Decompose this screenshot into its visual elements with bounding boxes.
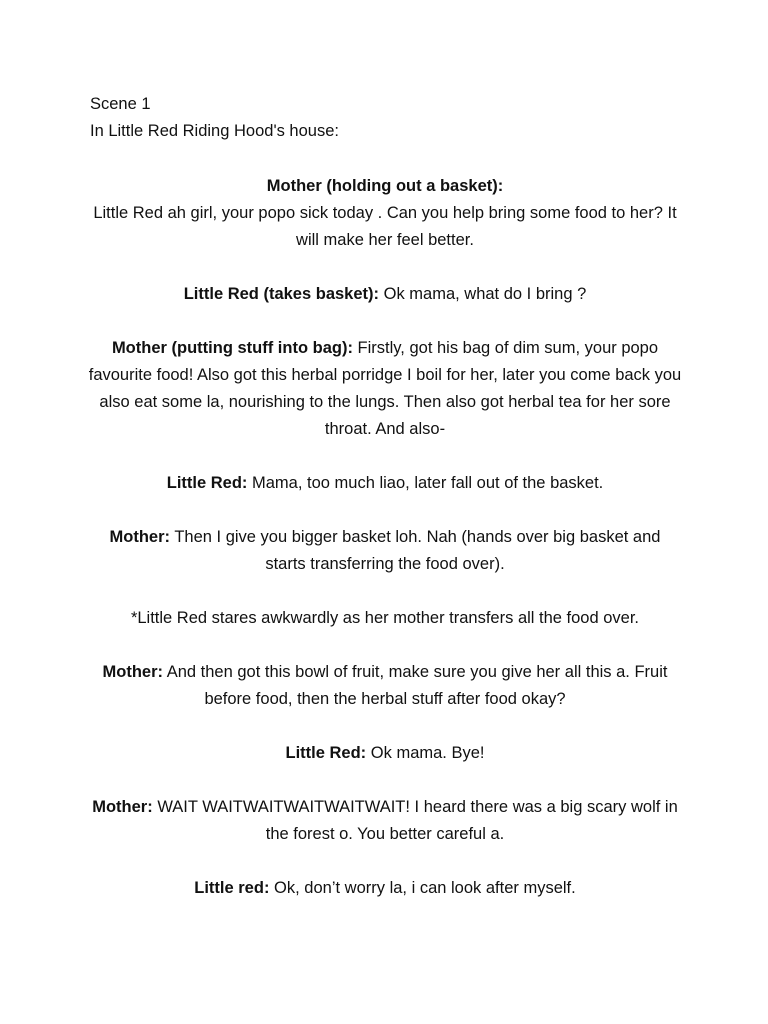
speaker-name: Mother: — [109, 528, 171, 546]
scene-title: Scene 1 — [90, 95, 151, 113]
dialogue-text: Then I give you bigger basket loh. Nah (hands over big basket and starts transferring the food over). — [174, 528, 661, 573]
speaker-name: Mother: — [92, 798, 153, 816]
speaker-name: Mother (putting stuff into bag): — [111, 339, 353, 357]
dialogue-text: Ok mama, what do I bring ? — [383, 285, 587, 303]
dialogue-text: And then got this bowl of fruit, make sure you give her all this a. Fruit before food, then the herbal stuff after food okay? — [166, 663, 668, 708]
speaker-name: Little Red (takes basket): — [183, 285, 380, 303]
dialogue-line — [88, 740, 682, 767]
script-body — [88, 173, 682, 902]
dialogue-line — [88, 173, 682, 254]
dialogue-line — [88, 659, 682, 713]
dialogue-text: Firstly, got his bag of dim sum, your popo favourite food! Also got this herbal porridge I boil for her, later you come back you also eat some la, nourishing to the lungs. Then also got herbal tea for her sore throat. And also- — [88, 339, 682, 438]
dialogue-line — [88, 875, 682, 902]
speaker-name: Mother: — [102, 663, 164, 681]
dialogue-text: WAIT WAITWAITWAITWAITWAIT! I heard there was a big scary wolf in the forest o. You better careful a. — [157, 798, 678, 843]
dialogue-line — [88, 524, 682, 578]
stage-direction-text: *Little Red stares awkwardly as her mother transfers all the food over. — [130, 609, 640, 627]
dialogue-text: Mama, too much liao, later fall out of the basket. — [252, 474, 604, 492]
speaker-name: Little Red: — [285, 744, 367, 762]
dialogue-text: Ok mama. Bye! — [370, 744, 485, 762]
dialogue-line — [88, 794, 682, 848]
speaker-name: Little red: — [194, 879, 270, 897]
speaker-name: Little Red: — [166, 474, 248, 492]
scene-heading — [90, 91, 690, 145]
dialogue-line — [88, 335, 682, 443]
stage-direction — [88, 605, 682, 632]
dialogue-line — [88, 470, 682, 497]
dialogue-line — [88, 281, 682, 308]
speaker-name: Mother (holding out a basket): — [266, 177, 504, 195]
scene-location: In Little Red Riding Hood's house: — [90, 122, 339, 140]
dialogue-text: Little Red ah girl, your popo sick today . Can you help bring some food to her? It will make her feel better. — [93, 204, 677, 249]
dialogue-text: Ok, don’t worry la, i can look after myself. — [274, 879, 576, 897]
